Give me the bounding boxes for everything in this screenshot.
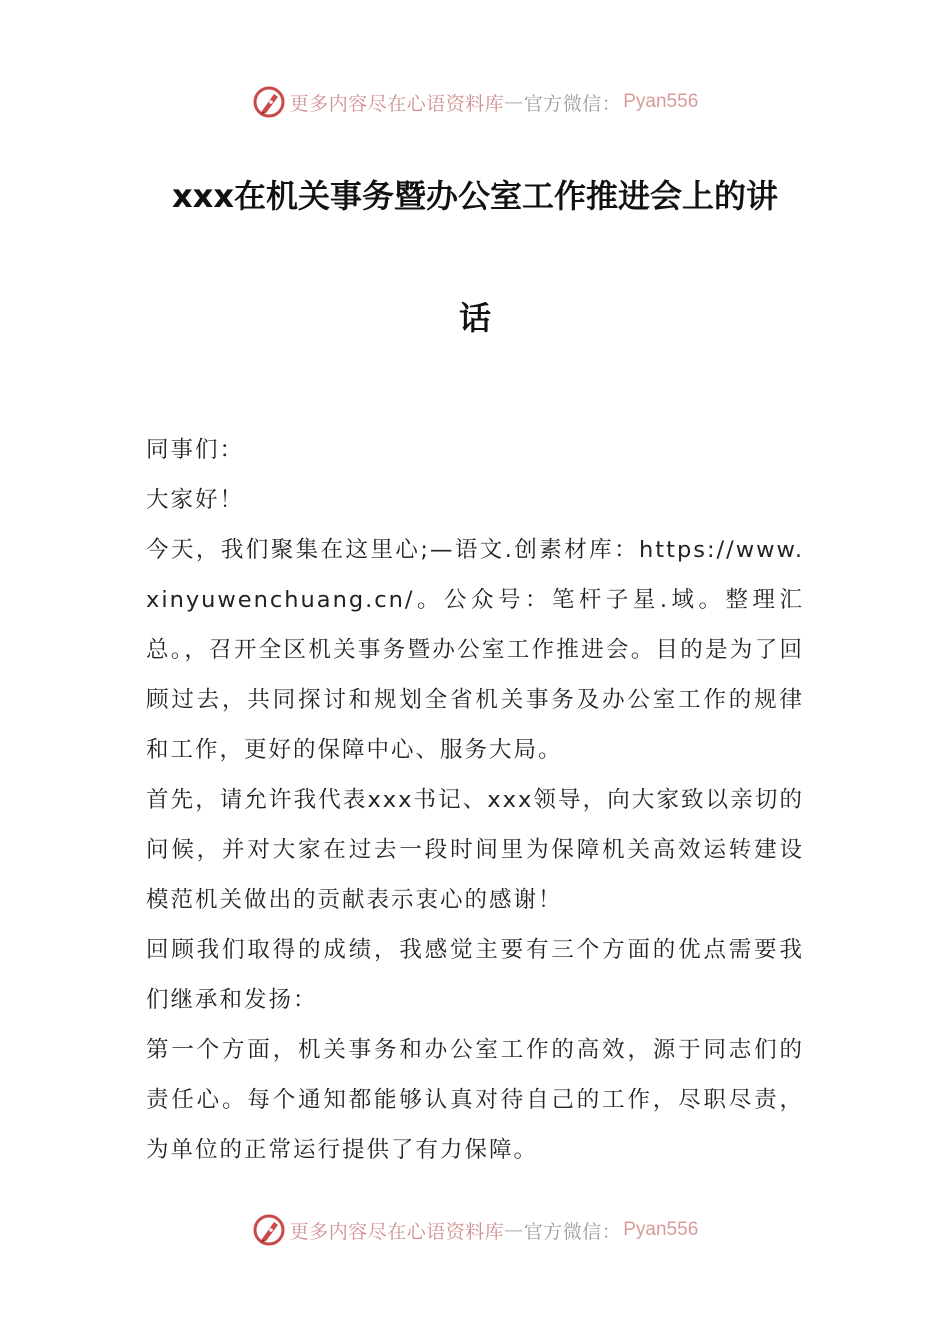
pen-logo-icon xyxy=(252,85,286,119)
paragraph-review: 回顾我们取得的成绩，我感觉主要有三个方面的优点需要我们继承和发扬： xyxy=(146,937,804,1013)
watermark-dash: — xyxy=(504,1219,524,1241)
watermark-banner-bottom xyxy=(0,1210,950,1250)
paragraph-thanks: 首先，请允许我代表xxx书记、xxx领导，向大家致以亲切的问候，并对大家在过去一段时间里为保障机关高效运转建设模范机关做出的贡献表示衷心的感谢！ xyxy=(146,787,804,913)
watermark-dash: — xyxy=(504,91,524,113)
watermark-brand: 更多内容尽在心语资料库 xyxy=(289,92,505,115)
watermark-banner-top xyxy=(0,82,950,122)
watermark-wechat-id: Pyan556 xyxy=(623,91,699,112)
document-body xyxy=(146,425,804,1175)
paragraph-intro: 今天，我们聚集在这里心;—语文.创素材库：https://www.xinyuwenchuang.cn/。公众号：笔杆子星.域。整理汇总。，召开全区机关事务暨办公室工作推进会。目的是为了回顾过去，共同探讨和规划全省机关事务及办公室工作的规律和工作，更好的保障中心、服务大局。 xyxy=(146,537,804,763)
document-title-line-1: xxx在机关事务暨办公室工作推进会上的讲 xyxy=(172,177,778,215)
pen-logo-icon xyxy=(252,1213,286,1247)
watermark-official-label: 官方微信： xyxy=(523,92,622,115)
watermark-official-label: 官方微信： xyxy=(523,1220,622,1243)
paragraph-first-aspect: 第一个方面，机关事务和办公室工作的高效，源于同志们的责任心。每个通知都能够认真对待自己的工作，尽职尽责，为单位的正常运行提供了有力保障。 xyxy=(146,1037,804,1163)
salutation: 同事们： xyxy=(146,437,245,463)
document-title-line-2: 话 xyxy=(458,299,491,337)
watermark-wechat-id: Pyan556 xyxy=(623,1219,699,1240)
greeting: 大家好！ xyxy=(146,487,245,513)
watermark-brand: 更多内容尽在心语资料库 xyxy=(289,1220,505,1243)
